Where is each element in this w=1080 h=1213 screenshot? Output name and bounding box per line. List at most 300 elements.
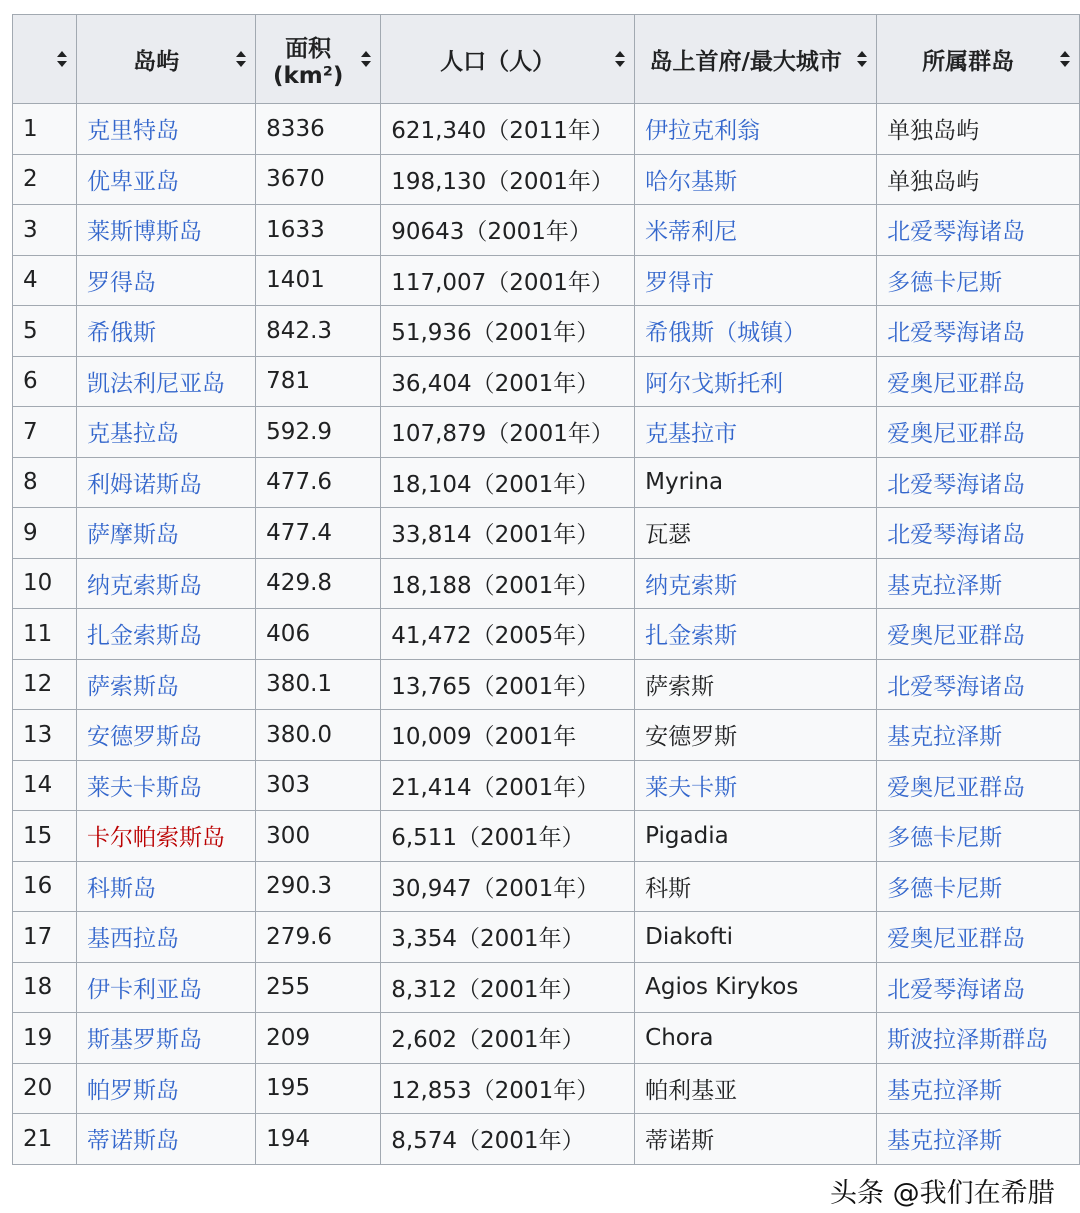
population-cell [381,962,635,1013]
table-row [13,356,1080,407]
table-row [13,1114,1080,1165]
population-cell-text: 30,947（2001年） [391,875,600,902]
group-cell [877,356,1080,407]
rank-cell-text: 2 [23,166,38,193]
area-cell-text: 781 [266,368,311,395]
island-cell [76,1063,255,1114]
city-cell-text: 科斯 [645,875,692,902]
table-row [13,306,1080,357]
group-cell [877,508,1080,559]
population-cell [381,1114,635,1165]
area-cell [256,104,381,155]
group-cell-link[interactable]: 北爱琴海诸岛 [887,976,1026,1003]
sort-ascending-icon [857,51,867,57]
area-cell [256,659,381,710]
table-row [13,760,1080,811]
rank-cell [13,659,77,710]
column-header-label: 面积 (km²) [273,35,344,89]
city-cell [635,1063,877,1114]
island-cell [76,760,255,811]
area-cell-text: 429.8 [266,570,333,597]
population-cell [381,912,635,963]
sort-icon[interactable] [615,51,625,67]
rank-cell-text: 4 [23,267,38,294]
population-cell-text: 10,009（2001年 [391,724,577,751]
city-cell-link[interactable]: 哈尔基斯 [645,168,738,195]
group-cell-text: 单独岛屿 [887,118,980,145]
group-cell-text: 单独岛屿 [887,168,980,195]
column-header-1[interactable] [76,15,255,104]
group-cell-link[interactable]: 北爱琴海诸岛 [887,673,1026,700]
city-cell-link[interactable]: 米蒂利尼 [645,219,738,246]
island-cell [76,659,255,710]
island-cell [76,1114,255,1165]
rank-cell [13,1063,77,1114]
rank-cell-text: 12 [23,671,53,698]
population-cell-text: 51,936（2001年） [391,320,600,347]
group-cell [877,760,1080,811]
area-cell [256,1063,381,1114]
city-cell [635,962,877,1013]
group-cell [877,1013,1080,1064]
rank-cell [13,508,77,559]
population-cell-text: 36,404（2001年） [391,370,600,397]
population-cell [381,1013,635,1064]
group-cell-link[interactable]: 斯波拉泽斯群岛 [887,1027,1049,1054]
group-cell-link[interactable]: 爱奥尼亚群岛 [887,926,1026,953]
city-cell-text: Pigadia [645,822,729,849]
sort-descending-icon [361,61,371,67]
sort-icon[interactable] [57,51,67,67]
island-cell-link[interactable]: 伊卡利亚岛 [86,976,202,1003]
sort-descending-icon [615,61,625,67]
population-cell-text: 621,340（2011年） [391,118,614,145]
table-row [13,1013,1080,1064]
table-row [13,154,1080,205]
area-cell-text: 8336 [266,115,325,142]
city-cell-link[interactable]: 莱夫卡斯 [645,774,738,801]
area-cell-text: 209 [266,1024,311,1051]
rank-cell-text: 3 [23,216,38,243]
city-cell [635,104,877,155]
sort-ascending-icon [361,51,371,57]
column-header-0[interactable] [13,15,77,104]
population-cell-text: 13,765（2001年） [391,673,600,700]
area-cell [256,205,381,256]
city-cell [635,861,877,912]
area-cell [256,609,381,660]
area-cell [256,861,381,912]
group-cell [877,659,1080,710]
rank-cell [13,962,77,1013]
island-cell-link[interactable]: 莱夫卡斯岛 [86,774,202,801]
island-cell-link[interactable]: 克基拉岛 [86,421,179,448]
column-header-5[interactable] [877,15,1080,104]
rank-cell-text: 16 [23,873,53,900]
area-cell [256,1013,381,1064]
rank-cell-text: 21 [23,1125,53,1152]
group-cell-link[interactable]: 爱奥尼亚群岛 [887,623,1026,650]
island-cell-link[interactable]: 莱斯博斯岛 [86,219,202,246]
area-cell-text: 477.4 [266,519,333,546]
rank-cell [13,205,77,256]
group-cell [877,407,1080,458]
city-cell-text: 瓦瑟 [645,522,692,549]
population-cell [381,104,635,155]
group-cell [877,962,1080,1013]
rank-cell-text: 1 [23,115,38,142]
population-cell [381,205,635,256]
rank-cell [13,457,77,508]
column-header-label: 所属群岛 [922,48,1015,75]
group-cell-link[interactable]: 爱奥尼亚群岛 [887,421,1026,448]
table-row [13,1063,1080,1114]
area-cell-text: 380.0 [266,721,333,748]
group-cell-link[interactable]: 北爱琴海诸岛 [887,522,1026,549]
table-row [13,609,1080,660]
island-cell-link[interactable]: 罗得岛 [86,269,156,296]
table-row [13,104,1080,155]
area-cell [256,1114,381,1165]
area-cell [256,356,381,407]
city-cell-text: Myrina [645,469,724,496]
population-cell-text: 18,188（2001年） [391,572,600,599]
island-cell [76,710,255,761]
group-cell-link[interactable]: 北爱琴海诸岛 [887,471,1026,498]
city-cell-link[interactable]: 罗得市 [645,269,715,296]
island-cell-link[interactable]: 萨摩斯岛 [86,522,179,549]
group-cell-link[interactable]: 基克拉泽斯 [887,724,1003,751]
group-cell [877,457,1080,508]
rank-cell [13,710,77,761]
area-cell-text: 255 [266,974,311,1001]
group-cell [877,609,1080,660]
group-cell [877,811,1080,862]
population-cell [381,154,635,205]
rank-cell [13,255,77,306]
column-header-2[interactable] [256,15,381,104]
table-row [13,912,1080,963]
sort-icon[interactable] [1060,51,1070,67]
area-cell [256,760,381,811]
rank-cell-text: 20 [23,1075,53,1102]
island-cell [76,811,255,862]
table-row [13,508,1080,559]
area-cell-text: 300 [266,822,311,849]
rank-cell [13,609,77,660]
rank-cell-text: 8 [23,469,38,496]
table-row [13,407,1080,458]
group-cell [877,710,1080,761]
population-cell-text: 3,354（2001年） [391,926,585,953]
city-cell [635,255,877,306]
area-cell-text: 1401 [266,267,325,294]
group-cell-link[interactable]: 多德卡尼斯 [887,825,1003,852]
rank-cell [13,1114,77,1165]
island-cell [76,558,255,609]
population-cell [381,457,635,508]
population-cell-text: 8,574（2001年） [391,1128,585,1155]
population-cell [381,861,635,912]
area-cell [256,154,381,205]
sort-icon[interactable] [361,51,371,67]
column-header-3[interactable] [381,15,635,104]
area-cell [256,962,381,1013]
population-cell-text: 2,602（2001年） [391,1027,585,1054]
rank-cell-text: 15 [23,822,53,849]
island-cell-link[interactable]: 安德罗斯岛 [86,724,202,751]
rank-cell-text: 5 [23,317,38,344]
city-cell [635,558,877,609]
city-cell [635,508,877,559]
city-cell [635,609,877,660]
city-cell [635,811,877,862]
island-cell [76,508,255,559]
island-cell-link[interactable]: 基西拉岛 [86,926,179,953]
group-cell [877,912,1080,963]
group-cell-link[interactable]: 爱奥尼亚群岛 [887,774,1026,801]
rank-cell-text: 17 [23,923,53,950]
area-cell-text: 194 [266,1125,311,1152]
population-cell [381,356,635,407]
area-cell [256,306,381,357]
population-cell [381,760,635,811]
population-cell [381,306,635,357]
city-cell-text: 安德罗斯 [645,724,738,751]
group-cell [877,1063,1080,1114]
island-cell [76,356,255,407]
population-cell [381,1063,635,1114]
city-cell [635,457,877,508]
table-row [13,962,1080,1013]
population-cell-text: 117,007（2001年） [391,269,614,296]
group-cell-link[interactable]: 北爱琴海诸岛 [887,219,1026,246]
island-cell [76,861,255,912]
rank-cell-text: 6 [23,368,38,395]
column-header-label: 岛上首府/最大城市 [649,48,842,75]
column-header-label: 人口（人） [440,48,556,75]
rank-cell [13,306,77,357]
area-cell-text: 290.3 [266,873,333,900]
island-cell-link[interactable]: 斯基罗斯岛 [86,1027,202,1054]
rank-cell-text: 10 [23,570,53,597]
city-cell-link[interactable]: 扎金索斯 [645,623,738,650]
group-cell [877,558,1080,609]
group-cell [877,104,1080,155]
island-cell-link[interactable]: 优卑亚岛 [86,168,179,195]
island-cell [76,407,255,458]
sort-descending-icon [1060,61,1070,67]
group-cell-link[interactable]: 爱奥尼亚群岛 [887,370,1026,397]
island-cell [76,457,255,508]
city-cell-text: 帕利基亚 [645,1077,738,1104]
group-cell [877,255,1080,306]
island-cell-link[interactable]: 凯法利尼亚岛 [86,370,225,397]
group-cell [877,1114,1080,1165]
island-cell-link[interactable]: 卡尔帕索斯岛 [86,825,225,852]
group-cell-link[interactable]: 基克拉泽斯 [887,572,1003,599]
island-cell-link[interactable]: 扎金索斯岛 [86,623,202,650]
population-cell [381,659,635,710]
rank-cell-text: 14 [23,772,53,799]
city-cell-text: Agios Kirykos [645,974,799,1001]
island-cell-link[interactable]: 利姆诺斯岛 [86,471,202,498]
city-cell-link[interactable]: 克基拉市 [645,421,738,448]
island-cell [76,912,255,963]
table-row [13,255,1080,306]
rank-cell [13,104,77,155]
rank-cell [13,912,77,963]
city-cell-link[interactable]: 纳克索斯 [645,572,738,599]
area-cell-text: 1633 [266,216,325,243]
population-cell-text: 8,312（2001年） [391,976,585,1003]
island-cell-link[interactable]: 帕罗斯岛 [86,1077,179,1104]
population-cell [381,508,635,559]
area-cell-text: 303 [266,772,311,799]
area-cell [256,508,381,559]
population-cell-text: 107,879（2001年） [391,421,614,448]
island-cell-link[interactable]: 克里特岛 [86,118,179,145]
sort-ascending-icon [236,51,246,57]
island-cell-link[interactable]: 科斯岛 [86,875,156,902]
rank-cell-text: 13 [23,721,53,748]
rank-cell [13,356,77,407]
island-cell [76,104,255,155]
city-cell [635,205,877,256]
population-cell-text: 41,472（2005年） [391,623,600,650]
island-cell-link[interactable]: 蒂诺斯岛 [86,1128,179,1155]
rank-cell-text: 9 [23,519,38,546]
area-cell [256,255,381,306]
city-cell [635,1114,877,1165]
group-cell-link[interactable]: 多德卡尼斯 [887,269,1003,296]
city-cell-text: 萨索斯 [645,673,715,700]
table-row [13,205,1080,256]
island-cell [76,306,255,357]
group-cell-link[interactable]: 北爱琴海诸岛 [887,320,1026,347]
island-cell-link[interactable]: 纳克索斯岛 [86,572,202,599]
sort-ascending-icon [57,51,67,57]
table-row [13,811,1080,862]
city-cell [635,407,877,458]
rank-cell-text: 19 [23,1024,53,1051]
group-cell [877,306,1080,357]
island-cell [76,154,255,205]
area-cell [256,457,381,508]
group-cell-link[interactable]: 基克拉泽斯 [887,1128,1003,1155]
area-cell-text: 380.1 [266,671,333,698]
population-cell [381,255,635,306]
sort-ascending-icon [615,51,625,57]
population-cell [381,407,635,458]
rank-cell-text: 11 [23,620,53,647]
group-cell [877,205,1080,256]
population-cell-text: 198,130（2001年） [391,168,614,195]
population-cell-text: 12,853（2001年） [391,1077,600,1104]
area-cell-text: 592.9 [266,418,333,445]
table-row [13,710,1080,761]
island-cell [76,205,255,256]
islands-table [12,14,1080,1165]
area-cell-text: 842.3 [266,317,333,344]
group-cell [877,861,1080,912]
population-cell [381,811,635,862]
sort-descending-icon [857,61,867,67]
city-cell-link[interactable]: 伊拉克利翁 [645,118,761,145]
table-row [13,457,1080,508]
area-cell-text: 279.6 [266,923,333,950]
sort-descending-icon [57,61,67,67]
population-cell-text: 6,511（2001年） [391,825,585,852]
column-header-label: 岛屿 [133,48,180,75]
watermark: 头条 @我们在希腊 [830,1178,1055,1209]
sort-icon[interactable] [857,51,867,67]
rank-cell [13,154,77,205]
city-cell [635,154,877,205]
island-cell [76,962,255,1013]
city-cell [635,306,877,357]
population-cell [381,710,635,761]
area-cell [256,912,381,963]
group-cell [877,154,1080,205]
city-cell [635,356,877,407]
city-cell [635,710,877,761]
group-cell-link[interactable]: 基克拉泽斯 [887,1077,1003,1104]
city-cell [635,659,877,710]
column-header-4[interactable] [635,15,877,104]
island-cell-link[interactable]: 萨索斯岛 [86,673,179,700]
area-cell-text: 195 [266,1075,311,1102]
island-cell-link[interactable]: 希俄斯 [86,320,156,347]
area-cell [256,407,381,458]
area-cell-text: 3670 [266,166,325,193]
area-cell-text: 477.6 [266,469,333,496]
city-cell [635,760,877,811]
sort-descending-icon [236,61,246,67]
table-row [13,558,1080,609]
rank-cell [13,558,77,609]
table-row [13,861,1080,912]
rank-cell [13,861,77,912]
rank-cell [13,1013,77,1064]
city-cell-text: Chora [645,1024,714,1051]
island-cell [76,255,255,306]
city-cell [635,912,877,963]
sort-icon[interactable] [236,51,246,67]
island-cell [76,1013,255,1064]
city-cell [635,1013,877,1064]
area-cell-text: 406 [266,620,311,647]
group-cell-link[interactable]: 多德卡尼斯 [887,875,1003,902]
population-cell-text: 33,814（2001年） [391,522,600,549]
population-cell-text: 90643（2001年） [391,219,592,246]
sort-ascending-icon [1060,51,1070,57]
population-cell [381,609,635,660]
rank-cell [13,760,77,811]
city-cell-text: 蒂诺斯 [645,1128,715,1155]
header-row [13,15,1080,104]
city-cell-link[interactable]: 阿尔戈斯托利 [645,370,784,397]
rank-cell [13,407,77,458]
population-cell-text: 21,414（2001年） [391,774,600,801]
island-cell [76,609,255,660]
city-cell-text: Diakofti [645,923,734,950]
rank-cell [13,811,77,862]
rank-cell-text: 7 [23,418,38,445]
population-cell [381,558,635,609]
city-cell-link[interactable]: 希俄斯（城镇） [645,320,807,347]
area-cell [256,710,381,761]
